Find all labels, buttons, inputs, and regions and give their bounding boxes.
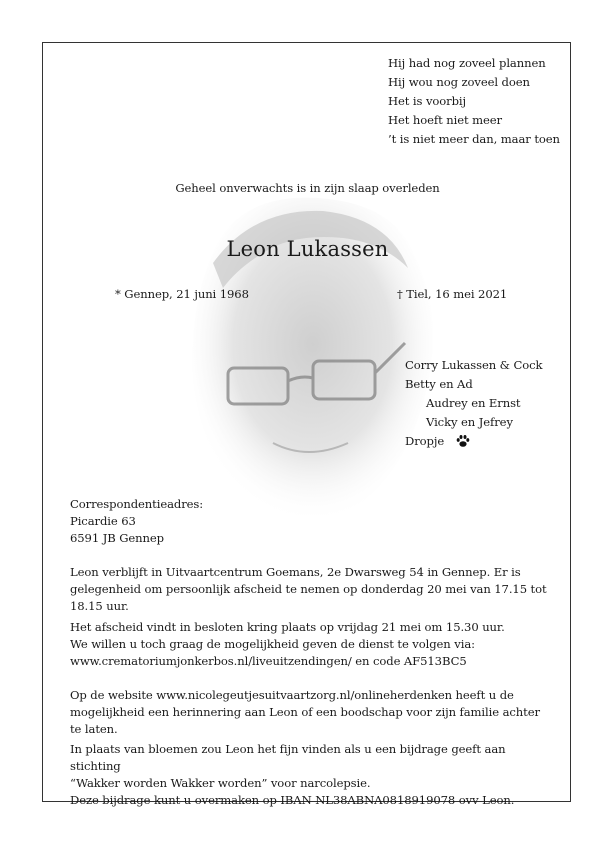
paw-print-icon (456, 434, 470, 448)
poem (388, 54, 560, 149)
address-heading: Correspondentieadres: (70, 497, 204, 511)
family-line: Audrey en Ernst (426, 396, 521, 410)
family-line: Betty en Ad (405, 377, 473, 391)
ceremony-paragraph (70, 619, 550, 670)
donation-paragraph (70, 741, 550, 809)
poem-line: Het hoeft niet meer (388, 113, 502, 127)
viewing-paragraph: Leon verblijft in Uitvaartcentrum Goemans, 2e Dwarsweg 54 in Gennep. Er is gelegenheid om persoonlijk afscheid te nemen op donderdag 20 mei van 17.15 tot 18.15 uur. (70, 565, 547, 613)
death-info: † Tiel, 16 mei 2021 (397, 287, 508, 301)
donation-line: “Wakker worden Wakker worden” voor narcolepsie. (70, 776, 371, 790)
ceremony-line: We willen u toch graag de mogelijkheid geven de dienst te volgen via: (70, 637, 475, 651)
livestream-link[interactable]: www.crematoriumjonkerbos.nl/liveuitzendingen/ en code AF513BC5 (70, 654, 467, 668)
deceased-name: Leon Lukassen (226, 237, 389, 261)
ceremony-line: Het afscheid vindt in besloten kring plaats op vrijdag 21 mei om 15.30 uur. (70, 620, 505, 634)
address-city: 6591 JB Gennep (70, 531, 164, 545)
poem-line: Hij wou nog zoveel doen (388, 75, 530, 89)
donation-line: In plaats van bloemen zou Leon het fijn vinden als u een bijdrage geeft aan stichting (70, 742, 506, 773)
online-memorial-paragraph: Op de website www.nicolegeutjesuitvaartzorg.nl/onlineherdenken heeft u de mogelijkheid een herinnering aan Leon of een boodschap voor zijn familie achter te laten. (70, 688, 540, 736)
correspondence-address (70, 496, 203, 547)
memorial-card (42, 42, 571, 807)
donation-line: Deze bijdrage kunt u overmaken op IBAN NL38ABNA0818919078 ovv Leon. (70, 793, 515, 807)
poem-line: Het is voorbij (388, 94, 467, 108)
pet-name: Dropje (405, 434, 445, 448)
family-line-pet (405, 432, 542, 451)
address-street: Picardie 63 (70, 514, 136, 528)
poem-line: ’t is niet meer dan, maar toen (388, 132, 560, 146)
birth-info: * Gennep, 21 juni 1968 (115, 287, 249, 301)
family-line: Corry Lukassen & Cock (405, 358, 543, 372)
family-line: Vicky en Jefrey (426, 415, 513, 429)
poem-line: Hij had nog zoveel plannen (388, 56, 546, 70)
intro-text: Geheel onverwachts is in zijn slaap overleden (175, 181, 440, 195)
family-list (405, 356, 542, 451)
